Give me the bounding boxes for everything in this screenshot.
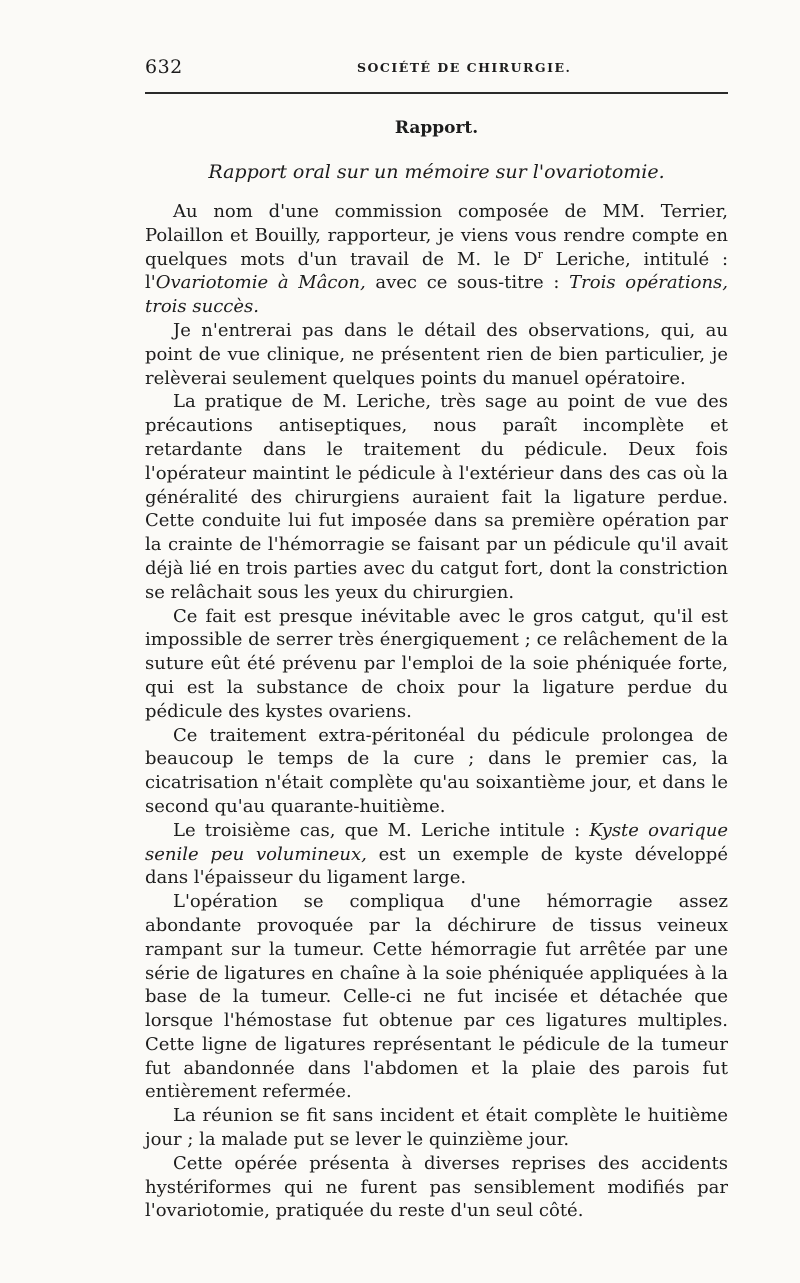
page-header (145, 56, 735, 86)
body-text (145, 200, 728, 1223)
p1-italic-subtitle: Trois opérations, trois succès. (145, 272, 729, 318)
p1-text-d: avec ce sous-titre : (365, 272, 570, 294)
p1-text-b: Leriche, intitulé : l' (145, 248, 729, 294)
paragraph-7: L'opération se compliqua d'une hémorragie assez abondante provoquée par la déchirure de tissus veineux rampant sur la tumeur. Cette hémorragie fut arrêtée par une série de ligatures en chaîne à la soie phéniquée appliquées à la base de la tumeur. Celle-ci ne fut incisée et détachée que lorsque l'hémostase fut obtenue par ces ligatures multiples. Cette ligne de ligatures représentant le pédicule de la tumeur fut abandonnée dans l'abdomen et la plaie des parois fut entièrement refermée. (145, 891, 728, 1103)
paragraph-6 (145, 819, 728, 890)
paragraph-5: Ce traitement extra-péritonéal du pédicule prolongea de beaucoup le temps de la cure ; dans le premier cas, la cicatrisation n'était complète qu'au soixantième jour, et dans le second qu'au quarante-huitième. (145, 724, 728, 817)
running-title: SOCIÉTÉ DE CHIRURGIE. (357, 60, 572, 75)
paragraph-1 (145, 200, 728, 319)
p6-text-c: est un exemple de kyste développé dans l'épaisseur du ligament large. (145, 843, 728, 889)
paragraph-3: La pratique de M. Leriche, très sage au point de vue des précautions antiseptiques, nous paraît incomplète et retardante dans le traitement du pédicule. Deux fois l'opérateur maintint le pédicule à l'extérieur dans des cas où la généralité des chirurgiens auraient fait la ligature perdue. Cette conduite lui fut imposée dans sa première opération par la crainte de l'hémorragie se faisant par un pédicule qu'il avait déjà lié en trois parties avec du catgut fort, dont la constriction se relâchait sous les yeux du chirurgien. (145, 391, 728, 603)
paragraph-9: Cette opérée présenta à diverses reprises des accidents hystériformes qui ne furent pas sensiblement modifiés par l'ovariotomie, pratiquée du reste d'un seul côté. (145, 1152, 728, 1222)
p1-italic-title: Ovariotomie à Mâcon, (155, 272, 366, 294)
section-title: Rapport. (394, 118, 479, 138)
header-rule (145, 92, 728, 94)
p6-italic-title: Kyste ovarique senile peu volumineux, (145, 819, 728, 865)
paragraph-2: Je n'entrerai pas dans le détail des observations, qui, au point de vue clinique, ne présentent rien de bien particulier, je relèverai seulement quelques points du manuel opératoire. (145, 319, 728, 389)
page-number: 632 (145, 56, 183, 78)
p6-text-a: Le troisième cas, que M. Leriche intitule : (173, 819, 590, 841)
paragraph-4: Ce fait est presque inévitable avec le gros catgut, qu'il est impossible de serrer très énergiquement ; ce relâchement de la suture eût été prévenu par l'emploi de la soie phéniquée forte, qui est la substance de choix pour la ligature perdue du pédicule des kystes ovariens. (145, 605, 728, 722)
p1-text-a: Au nom d'une commission composée de MM. Terrier, Polaillon et Bouilly, rapporteur, je viens vous rendre compte en quelques mots d'un travail de M. le D (145, 201, 728, 270)
section-subtitle: Rapport oral sur un mémoire sur l'ovariotomie. (208, 161, 665, 183)
paragraph-8: La réunion se fit sans incident et était complète le huitième jour ; la malade put se lever le quinzième jour. (145, 1105, 728, 1151)
p1-superscript: r (537, 247, 543, 261)
